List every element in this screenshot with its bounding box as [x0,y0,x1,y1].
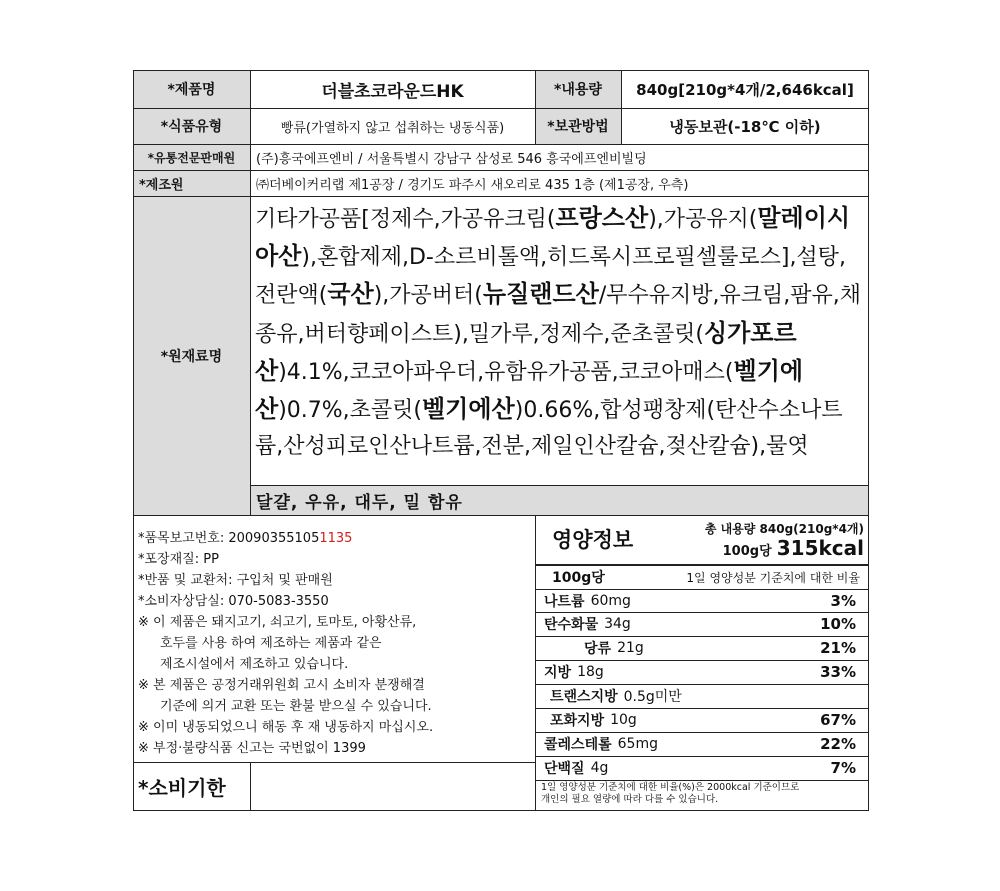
notice-2b: 기준에 의거 교환 또는 환불 받으실 수 있습니다. [160,699,432,714]
manufacturer-value: ㈜더베이커리랩 제1공장 / 경기도 파주시 새오리로 435 1층 (제1공장, 우측) [256,177,689,193]
report-number: *품목보고번호: 200903551051135 [138,531,353,546]
ingredient-origin: 싱가포르산 [255,318,797,385]
ingredient-text: )0.66%,합성팽창제(탄산수소나트륨,산성피로인산나트륨,전분,제일인산칼슘,젖산칼슘),물엿 [255,398,843,460]
distributor-value: (주)흥국에프엔비 / 서울특별시 강남구 삼성로 546 흥국에프엔비빌딩 [256,151,647,167]
nutrient-percent: 10% [820,615,856,633]
nutrition-row [538,684,866,708]
nutrient-percent: 33% [820,663,856,681]
nutrition-row [538,660,866,684]
ingredient-origin: 벨기에산 [422,395,515,424]
nutrient-name: 나트륨 [544,594,585,610]
nutrient-percent: 67% [820,711,856,729]
food-type-value: 빵류(가열하지 않고 섭취하는 냉동식품) [280,120,505,136]
nutrition-row [538,612,866,636]
expiry-label: *소비기한 [138,776,226,800]
nutrition-footnote: 1일 영양성분 기준치에 대한 비율(%)은 2000kcal 기준이므로 개인의 필요 열량에 따라 다를 수 있습니다. [541,782,800,805]
ingredient-text: ),혼합제제,D-소르비톨액,히드록시프로필셀룰로스],설탕,전란액( [255,245,846,309]
ingredient-text: ),가공유지( [648,207,758,232]
nutrition-row [538,636,866,660]
ingredients-text [255,200,867,465]
nutrient-percent: 3% [830,592,856,610]
ingredient-origin: 뉴질랜드산 [482,280,599,309]
ingredient-text: )4.1%,코코아파우더,유함유가공품,코코아매스( [278,359,734,385]
product-name-value: 더블초코라운드HK [321,81,464,102]
product-name-label: *제품명 [167,82,216,98]
nutrient-percent: 21% [820,639,856,657]
volume-value: 840g[210g*4개/2,646kcal] [636,80,854,99]
nutrition-header-right: 1일 영양성분 기준치에 대한 비율 [686,571,860,585]
allergen-text: 달걀, 우유, 대두, 밀 함유 [256,492,463,513]
notice-2a: ※ 본 제품은 공정거래위원회 고시 소비자 분쟁해결 [138,678,425,693]
packaging-material: *포장재질: PP [138,552,219,567]
ingredient-origin: 말레이시아산 [255,204,851,271]
storage-label: *보관방법 [547,119,609,135]
nutrient-amount: 0.5g미만 [623,689,682,705]
ingredient-origin: 국산 [327,280,374,309]
ingredients-label: *원재료명 [160,348,223,365]
nutrition-total: 총 내용량 840g(210g*4개) [704,522,864,536]
kcal-value: 315kcal [776,536,864,560]
volume-label: *내용량 [554,82,602,98]
distributor-label: *유통전문판매원 [147,150,236,165]
ingredient-text: )0.7%,초콜릿( [278,398,422,424]
nutrient-amount: 34g [604,616,631,632]
notice-1c: 제조시설에서 제조하고 있습니다. [160,657,349,672]
nutrient-name: 단백질 [544,761,585,777]
food-type-label: *식품유형 [160,119,223,135]
nutrient-name: 포화지방 [550,713,605,729]
nutrient-amount: 21g [617,640,644,656]
nutrition-header-left: 100g당 [552,570,605,586]
nutrition-title: 영양정보 [552,528,634,552]
ingredient-text: /무수유지방,유크림,팜유,채종유,버터향페이스트),밀가루,정제수,준초콜릿( [255,283,861,347]
nutrition-row [538,732,866,756]
ingredient-text: 기타가공품[정제수,가공유크림( [255,207,556,232]
return-location: *반품 및 교환처: 구입처 및 판매원 [138,573,333,588]
nutrition-row [538,589,866,613]
nutrition-per100: 100g당 315kcal [722,536,864,560]
notice-3: ※ 이미 냉동되었으니 해동 후 재 냉동하지 마십시오. [138,720,434,735]
nutrition-row [538,756,866,780]
nutrient-amount: 18g [577,664,604,680]
nutrient-percent: 7% [830,759,856,777]
nutrient-percent: 22% [820,735,856,753]
nutrient-amount: 60mg [590,593,631,609]
notice-1a: ※ 이 제품은 돼지고기, 쇠고기, 토마토, 아황산류, [138,615,417,630]
ingredient-text: ),가공버터( [373,283,483,309]
nutrient-name: 트랜스지방 [550,689,618,705]
nutrient-amount: 65mg [617,736,658,752]
nutrient-name: 탄수화물 [544,617,599,633]
nutrient-name: 당류 [584,641,612,657]
ingredient-origin: 벨기에산 [255,356,804,424]
storage-value: 냉동보관(-18℃ 이하) [669,117,821,136]
ingredient-origin: 프랑스산 [555,204,649,232]
nutrition-row [538,708,866,732]
notice-1b: 호두를 사용 하여 제조하는 제품과 같은 [160,636,382,651]
nutrient-name: 콜레스테롤 [544,737,612,753]
manufacturer-label: *제조원 [139,177,184,193]
consumer-center: *소비자상담실: 070-5083-3550 [138,594,329,609]
nutrient-amount: 10g [610,712,637,728]
nutrient-name: 지방 [544,665,572,681]
nutrient-amount: 4g [590,760,609,776]
notice-4: ※ 부정·불량식품 신고는 국번없이 1399 [138,741,366,756]
